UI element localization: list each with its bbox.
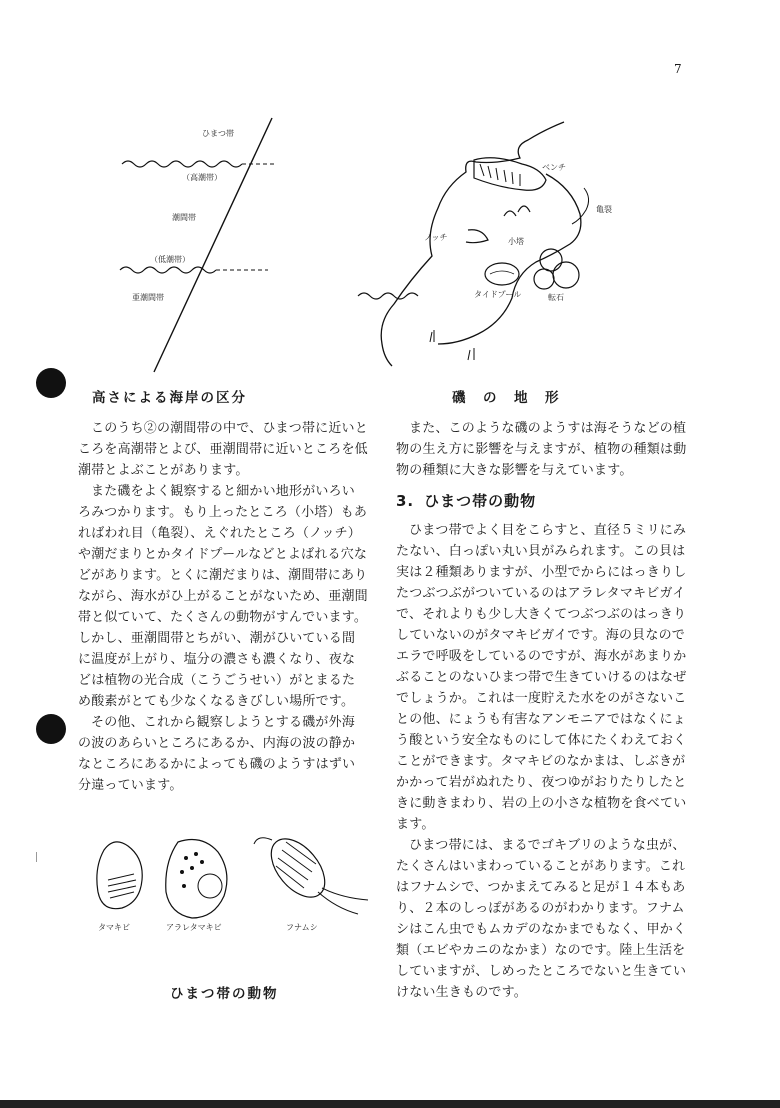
caption-rocky-shore: 磯 の 地 形 xyxy=(452,390,561,406)
label-intertidal: 潮間帯 xyxy=(172,213,196,222)
caption-animals: ひまつ帯の動物 xyxy=(170,986,279,1002)
label-notch: ノッチ xyxy=(424,233,448,242)
section-title: ひまつ帯の動物 xyxy=(424,492,537,510)
left-paragraph: このうち②の潮間帯の中で、ひまつ帯に近いところを高潮帯とよび、亜潮間帯に近いところを低潮帯とよぶことがあります。 xyxy=(78,421,368,478)
label-high-tide: （高潮帯） xyxy=(182,173,222,182)
label-bench: ベンチ xyxy=(542,163,566,172)
label-funamushi: フナムシ xyxy=(286,923,318,932)
right-paragraph: ひまつ帯には、まるでゴキブリのような虫が、たくさんはいまわっていることがあります。これはフナムシで、つかまえてみると足が１４本もあり、２本のしっぽがあるのがわかります。フナムシはこん虫でもムカデのなかまでもなく、甲かく類（エビやカニのなかま）なのです。陸上生活をしていますが、しめったところでないと生きていけない生きものです。 xyxy=(396,838,687,1000)
section-heading xyxy=(396,491,688,512)
animals-illustration xyxy=(86,828,376,938)
right-paragraph: ひまつ帯でよく目をこらすと、直径５ミリにみたない、白っぽい丸い貝がみられます。この貝は実は２種類ありますが、小型でからにはっきりしたつぶつぶがついているのはアラレタマキビガイで、それよりも少し大きくてつぶつぶのはっきりしていないのがタマキビガイです。海の貝なのでエラで呼吸をしているのですが、海水があまりかぶることのないひまつ帯で生きていけるのはなぜでしょうか。これは一度貯えた水をのがさないことの他、にょうも有害なアンモニアではなくにょう酸という安全なものにして体にたくわえておくことができます。タマキビのなかまは、しぶきがかかって岩がぬれたり、夜つゆがおりたりしたときに動きまわり、岩の上の小さな植物を食べています。 xyxy=(396,523,687,832)
label-subtidal: 亜潮間帯 xyxy=(132,293,164,302)
coast-zones-diagram xyxy=(110,110,300,380)
page-number: 7 xyxy=(674,62,682,76)
binder-hole-top xyxy=(36,368,66,398)
label-pinnacle: 小塔 xyxy=(508,237,524,246)
section-number: 3. xyxy=(396,492,415,510)
label-boulder: 転石 xyxy=(548,293,564,302)
rocky-shore-diagram xyxy=(356,112,646,372)
right-column xyxy=(396,418,688,1003)
right-intro: また、このような磯のようすは海そうなどの植物の生え方に影響を与えますが、植物の種類は動物の種類に大きな影響を与えています。 xyxy=(396,421,687,478)
label-low-tide: （低潮帯） xyxy=(150,255,190,264)
left-paragraph: また磯をよく観察すると細かい地形がいろいろみつかります。もり上ったところ（小塔）もあればわれ目（亀裂）、えぐれたところ（ノッチ）や潮だまりとかタイドプールなどとよばれる穴などがあります。とくに潮だまりは、潮間帯にありながら、海水がひ上がることがないため、亜潮間帯と似ていて、たくさんの動物がすんでいます。しかし、亜潮間帯とちがい、潮がひいている間に温度が上がり、塩分の濃さも濃くなり、夜などは植物の光合成（こうごうせい）がとまるため酸素がとても少なくなるきびしい場所です。 xyxy=(78,484,368,709)
label-tamakibi: タマキビ xyxy=(98,923,130,932)
binder-hole-bottom xyxy=(36,714,66,744)
margin-mark xyxy=(36,852,37,862)
left-paragraph: その他、これから観察しようとする磯が外海の波のあらいところにあるか、内海の波の静かなところにあるかによっても磯のようすはずい分違っています。 xyxy=(78,715,356,793)
page-bottom-edge xyxy=(0,1100,780,1108)
label-araretamakibi: アラレタマキビ xyxy=(166,923,222,932)
label-tidepool: タイドプール xyxy=(474,290,522,299)
label-crack: 亀裂 xyxy=(596,205,612,214)
caption-coast-zones: 高さによる海岸の区分 xyxy=(92,390,247,406)
left-column xyxy=(78,418,368,796)
label-himatsu: ひまつ帯 xyxy=(202,129,234,138)
